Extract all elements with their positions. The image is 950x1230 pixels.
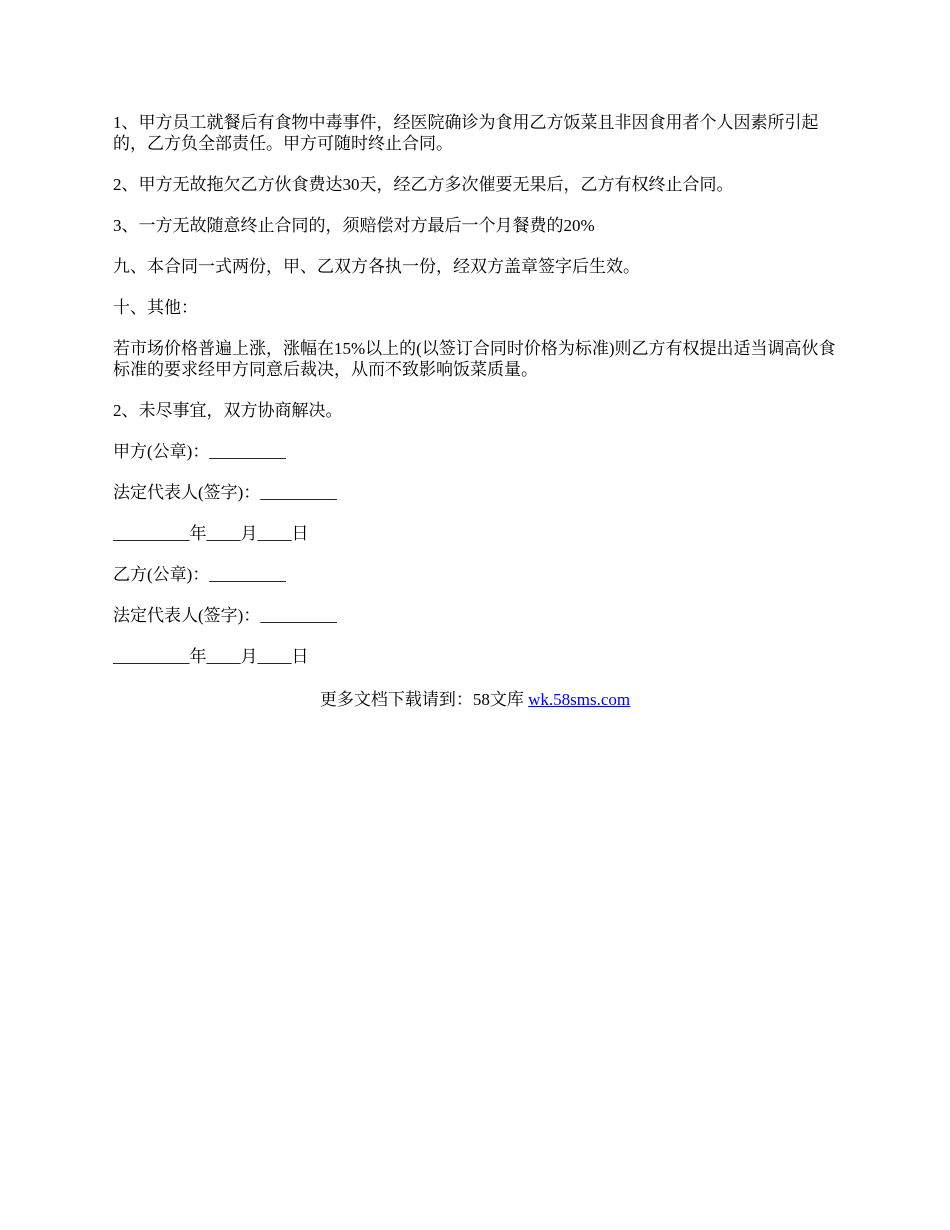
party-b-date-line: _________年____月____日 [113, 647, 309, 666]
footer-link[interactable]: wk.58sms.com [528, 690, 631, 709]
party-b-representative-line: 法定代表人(签字)：_________ [113, 606, 337, 625]
clause-termination-penalty: 3、一方无故随意终止合同的，须赔偿对方最后一个月餐费的20% [113, 216, 595, 235]
footer-text: 更多文档下载请到：58文库 [319, 690, 524, 709]
clause-other-matters: 2、未尽事宜，双方协商解决。 [113, 401, 343, 420]
party-a-date-line: _________年____月____日 [113, 524, 309, 543]
download-footer [0, 689, 950, 710]
clause-payment-arrears: 2、甲方无故拖欠乙方伙食费达30天，经乙方多次催要无果后，乙方有权终止合同。 [113, 175, 734, 194]
clause-price-adjustment: 若市场价格普遍上涨，涨幅在15%以上的(以签订合同时价格为标准)则乙方有权提出适当调高伙食标准的要求经甲方同意后裁决，从而不致影响饭菜质量。 [113, 339, 836, 379]
party-a-seal-line: 甲方(公章)：_________ [113, 442, 286, 461]
party-b-seal-line: 乙方(公章)：_________ [113, 565, 286, 584]
clause-ten-heading: 十、其他： [113, 298, 198, 317]
clause-food-poisoning: 1、甲方员工就餐后有食物中毒事件，经医院确诊为食用乙方饭菜且非因食用者个人因素所引起的，乙方负全部责任。甲方可随时终止合同。 [113, 113, 819, 153]
party-a-representative-line: 法定代表人(签字)：_________ [113, 483, 337, 502]
document-body [113, 112, 838, 687]
clause-nine-copies: 九、本合同一式两份，甲、乙双方各执一份，经双方盖章签字后生效。 [113, 257, 640, 276]
